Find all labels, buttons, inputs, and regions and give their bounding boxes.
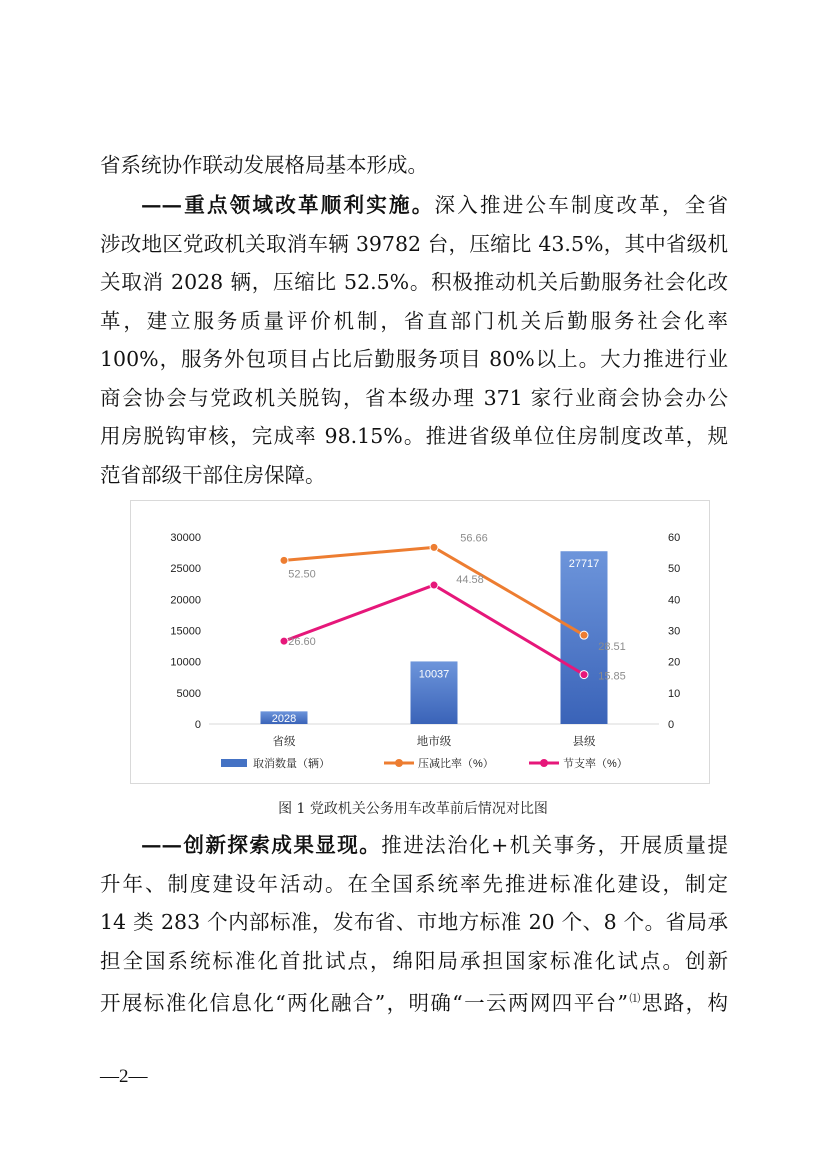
text-line [100, 826, 728, 865]
y-right-tick-label: 10 [668, 687, 681, 700]
bar-data-label: 10037 [418, 668, 450, 681]
text-line: 100%，服务外包项目占比后勤服务项目 80%以上。大力推进行业 [100, 347, 728, 371]
paragraph-innovation [100, 826, 728, 1022]
chart-svg [131, 501, 709, 783]
y-right-tick-label: 30 [668, 625, 681, 638]
y-right-tick-label: 20 [668, 656, 681, 669]
section-lead: ——创新探索成果显现。 [141, 833, 382, 857]
footnote-marker: ⑴ [628, 992, 642, 1005]
paragraph-reform [100, 186, 728, 494]
y-left-tick-label: 30000 [170, 532, 201, 544]
x-tick-label: 县级 [572, 736, 596, 748]
legend-label: 压减比率（%） [418, 758, 494, 770]
y-left-tick-label: 5000 [176, 687, 201, 700]
text-line: 14 类 283 个内部标准，发布省、市地方标准 20 个、8 个。省局承 [100, 910, 728, 934]
y-left-tick-label: 20000 [170, 594, 201, 607]
series-point [580, 631, 588, 639]
legend-swatch [221, 759, 247, 767]
series-point [430, 581, 438, 589]
legend-marker [395, 759, 403, 767]
y-right-tick-label: 50 [668, 563, 681, 576]
line-data-label: 44.58 [456, 574, 484, 587]
text-line [100, 186, 728, 225]
bar-data-label: 27717 [568, 558, 600, 571]
y-right-tick-label: 60 [668, 532, 681, 544]
text-line-rest: 推进法治化+机关事务，开展质量提 [381, 833, 728, 857]
text-line [100, 980, 728, 1022]
y-right-tick-label: 0 [668, 719, 675, 731]
text-line-rest: 深入推进公车制度改革，全省 [434, 193, 728, 217]
series-point [280, 556, 288, 564]
y-left-tick-label: 0 [194, 719, 201, 731]
page-number: —2— [100, 1066, 148, 1087]
figure-caption: 图 1 党政机关公务用车改革前后情况对比图 [278, 801, 548, 817]
series-line [284, 547, 584, 635]
text-line: 担全国系统标准化首批试点，绵阳局承担国家标准化试点。创新 [100, 948, 728, 973]
y-right-tick-label: 40 [668, 594, 681, 607]
y-left-tick-label: 10000 [170, 656, 201, 669]
line-data-label: 15.85 [598, 670, 626, 683]
section-lead: ——重点领域改革顺利实施。 [141, 193, 435, 217]
text-line: 涉改地区党政机关取消车辆 39782 台，压缩比 43.5%，其中省级机 [100, 231, 728, 256]
legend-label: 取消数量（辆） [253, 758, 330, 770]
line-data-label: 52.50 [288, 568, 316, 581]
bus-reform-chart [130, 500, 710, 784]
series-point [280, 637, 288, 645]
text-line: 关取消 2028 辆，压缩比 52.5%。积极推动机关后勤服务社会化改 [100, 270, 728, 294]
text-line: 革，建立服务质量评价机制，省直部门机关后勤服务社会化率 [100, 308, 728, 333]
text-line: 省系统协作联动发展格局基本形成。 [100, 153, 428, 177]
text-line: 升年、制度建设年活动。在全国系统率先推进标准化建设，制定 [100, 871, 728, 896]
bar-data-label: 2028 [271, 713, 297, 725]
text-segment: 开展标准化信息化“两化融合”，明确“一云两网四平台” [100, 990, 628, 1015]
text-line: 商会协会与党政机关脱钩，省本级办理 371 家行业商会协会办公 [100, 385, 728, 410]
x-tick-label: 省级 [272, 736, 296, 748]
series-line [284, 585, 584, 675]
paragraph-1 [100, 146, 728, 185]
series-point [430, 543, 438, 551]
legend-label: 节支率（%） [563, 758, 628, 770]
x-tick-label: 地市级 [416, 736, 452, 748]
text-line: 用房脱钩审核，完成率 98.15%。推进省级单位住房制度改革，规 [100, 424, 728, 448]
line-data-label: 26.60 [288, 636, 316, 649]
y-left-tick-label: 15000 [170, 625, 201, 638]
y-left-tick-label: 25000 [170, 563, 201, 576]
text-line: 范省部级干部住房保障。 [100, 462, 326, 487]
line-data-label: 28.51 [598, 641, 626, 654]
text-segment: 思路，构 [641, 990, 729, 1015]
legend-marker [540, 759, 548, 767]
series-point [580, 671, 588, 679]
line-data-label: 56.66 [460, 532, 488, 545]
